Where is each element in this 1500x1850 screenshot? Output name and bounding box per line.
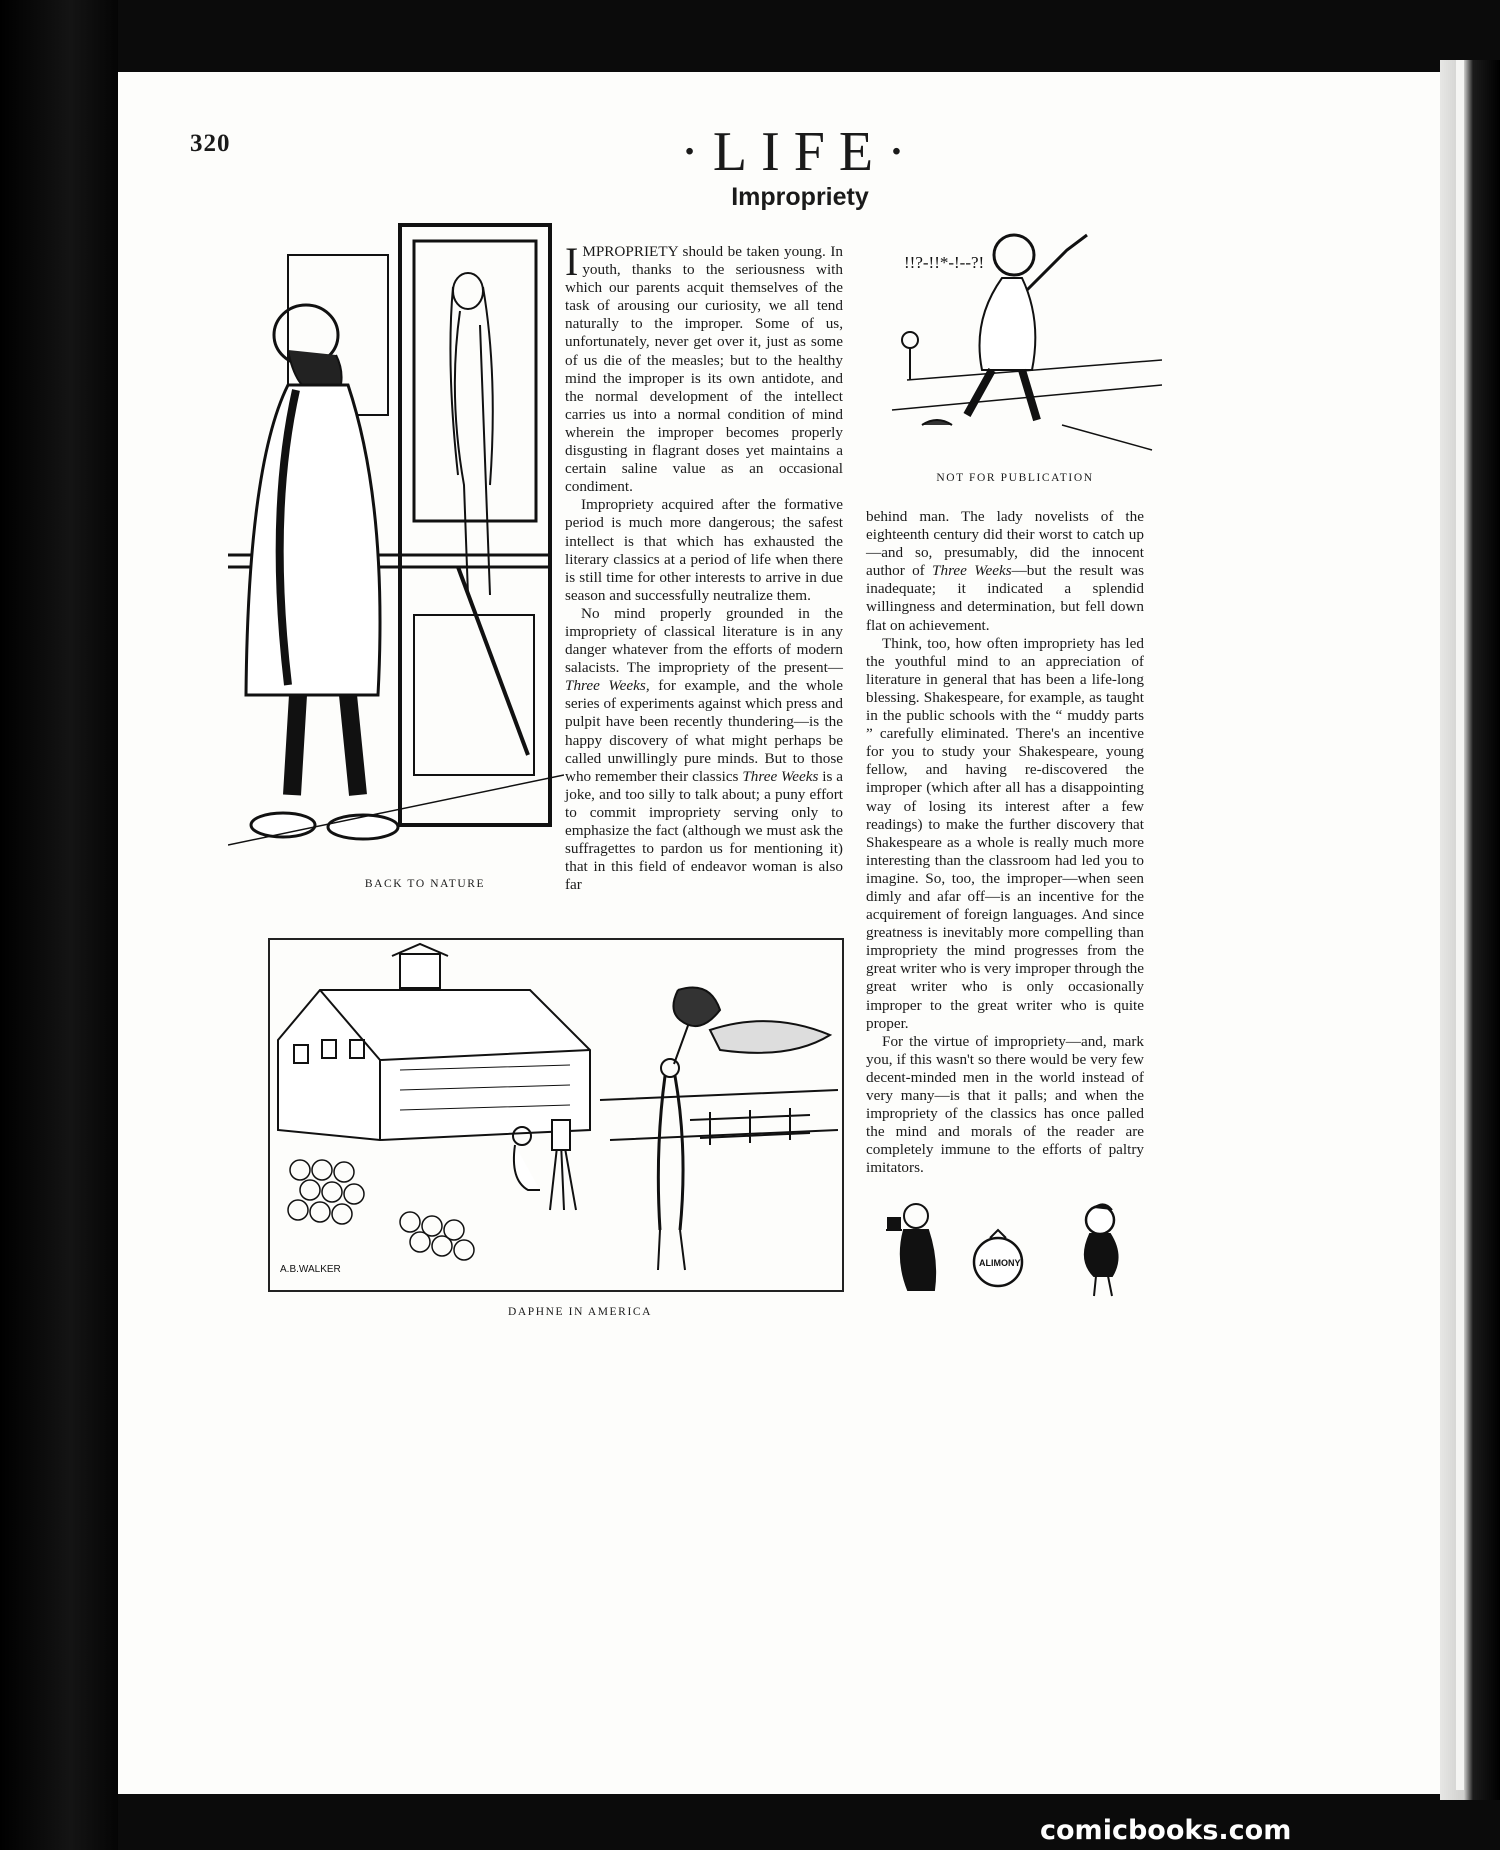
daphne-in-america-illustration [268,938,844,1292]
book-binding-left [0,0,118,1850]
article-paragraph-6: For the virtue of impropriety—and, mark you, if this wasn't so there would be very few decent-minded men in the world instead of very many—is that it palls; and when the impropriety of the classics has once palled the mind and morals of the reader are completely immune to the efforts of paltry imitators. [866,1032,1144,1177]
article-paragraph-3 [565,605,843,895]
not-for-publication-caption: NOT FOR PUBLICATION [936,472,1094,484]
article-paragraph-5: Think, too, how often impropriety has led the youthful mind to an appreciation of literature in general that has been a life-long blessing. Shakespeare, for example, as taught in the public schools with the “ muddy parts ” carefully eliminated. There's an incentive for you to study your Shakespeare, young fellow, and having re-discovered the improper (which after all has a disappointing way of losing its interest after a few readings) to make the further discovery that Shakespeare as a whole is really much more interesting than the classroom had led you to imagine. So, too, the improper—when seen dimly and afar off—is an incentive for the acquirement of foreign languages. And since greatness is inevitably more compelling than impropriety the mind progresses from the great writer who is very improper through the great writer who is only occasionally improper to the great writer who is quite proper. [866,634,1144,1032]
paragraph-4-text-b: —but the result was inadequate; it indicated a splendid willingness and determination, but fell down flat on achievement. [866,562,1145,634]
paragraph-3-text-b: for example, and the whole series of experiments against which press and pulpit have been recently thundering—is the happy discovery of what might perhaps be called unwillingly pure minds. But to those who remember their classics [565,677,843,785]
daphne-in-america-caption: DAPHNE IN AMERICA [507,1306,653,1318]
alimony-bag-label: ALIMONY [979,1258,1021,1268]
article-paragraph-2: Impropriety acquired after the formative period is much more dangerous; the safest intellect is that which has exhausted the literary classics at a period of life when there is still time for other interests to arrive in due season and successfully neutralize them. [565,496,843,604]
page-number: 320 [190,130,231,157]
book-title-three-weeks-3: Three Weeks [932,562,1012,580]
artist-signature: A.B.WALKER [280,1264,341,1275]
paragraph-3-text-c: is a joke, and too silly to talk about; a puny effort to commit impropriety serving only to emphasize the fact (although we must ask the suffragettes to pardon us for mentioning it) that in this field of endeavor woman is also far [565,767,843,894]
not-for-publication-illustration [862,210,1162,455]
book-title-three-weeks: Three Weeks, [565,677,650,695]
watermark-text: comicbooks.com [1040,1815,1292,1846]
paragraph-3-text-a: No mind properly grounded in the impropriety of classical literature is in any danger whatever from the efforts of modern salacists. The impropriety of the present— [565,604,843,677]
next-page-edge [1456,60,1464,1790]
paragraph-4-text-a: behind man. The lady novelists of the eighteenth century did their worst to catch up—and so, presumably, did the innocent author of [866,508,1144,580]
article-paragraph-4 [866,508,1144,635]
drop-cap: I [565,239,579,284]
masthead-title: ·LIFE· [680,121,920,183]
alimony-vignette-illustration [868,1200,1148,1300]
article-column-1 [565,239,843,894]
article-paragraph-1 [565,239,843,496]
article-headline: Impropriety [731,183,869,211]
book-title-three-weeks-2: Three Weeks [742,767,819,785]
article-column-2 [866,508,1144,1177]
back-to-nature-illustration [228,215,564,860]
book-page-edge [1440,60,1500,1800]
back-to-nature-caption: BACK TO NATURE [364,878,486,890]
golf-exclamation-text: !!?-!!*-!--?! [904,253,985,272]
paragraph-1-text: MPROPRIETY should be taken young. In youth, thanks to the seriousness with which our parents acquit themselves of the task of arousing our curiosity, we all tend naturally to the improper. Some of us, unfortunately, never get over it, just as some of us die of the measles; but to the healthy mind the improper is its own antidote, and the normal development of the intellect carries us into a normal condition of mind wherein the improper becomes properly disgusting in flagrant doses yet maintains a certain saline value as an occasional condiment. [565,243,843,496]
